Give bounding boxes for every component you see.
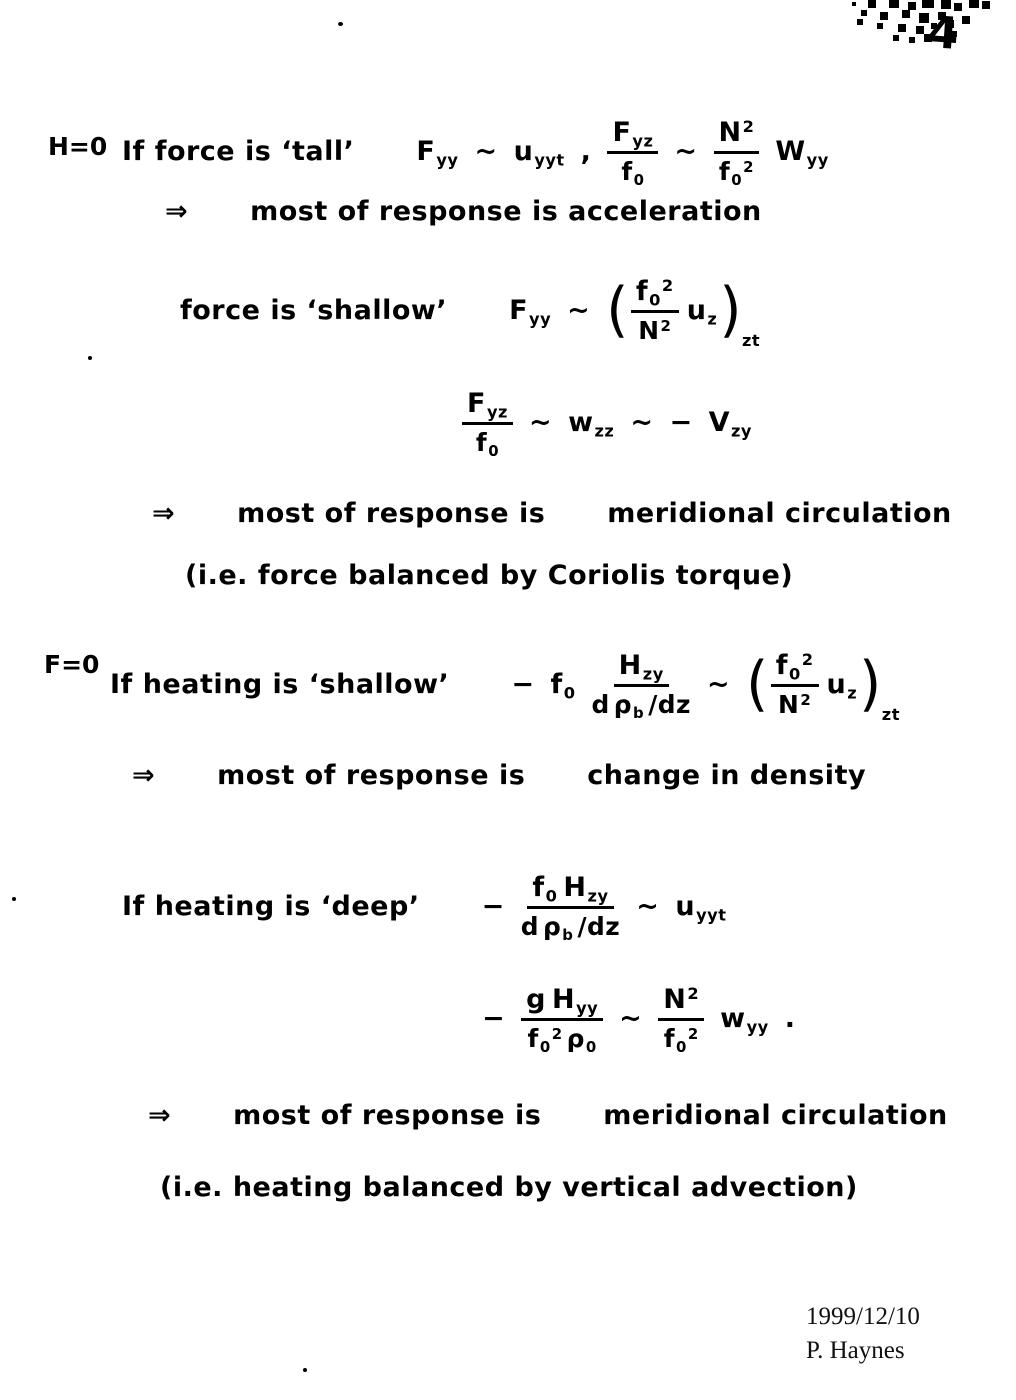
footer-author: P. Haynes bbox=[806, 1337, 905, 1364]
scan-speck bbox=[12, 897, 16, 901]
line-response-acceleration: ⇒ most of response is acceleration bbox=[165, 196, 762, 227]
page-number: 4 bbox=[926, 6, 961, 61]
label-F-equals-0: F=0 bbox=[44, 650, 100, 679]
line-heating-deep: If heating is ‘deep’ − f 0 H zy d ρ b /dz ~ u yyt bbox=[122, 871, 727, 944]
scan-noise bbox=[852, 2, 856, 6]
line-g-hyy-wyy: − g H yy f 0 2 ρ 0 ~ N 2 f 0 2 w yy . bbox=[482, 983, 796, 1056]
line-force-shallow: force is ‘shallow’ F yy ~ ( f 0 2 N 2 u z ) zt bbox=[180, 275, 761, 350]
line-response-meridional-2: ⇒ most of response is meridional circulation bbox=[148, 1100, 948, 1131]
line-heating-shallow: If heating is ‘shallow’ − f 0 H zy d ρ b /dz ~ ( f 0 2 N 2 u z ) zt bbox=[110, 649, 900, 724]
footer-date: 1999/12/10 bbox=[806, 1303, 920, 1330]
line-advection-note: (i.e. heating balanced by vertical advection) bbox=[160, 1172, 858, 1203]
line-force-tall: If force is ‘tall’ F yy ~ u yyt , F yz f 0 ~ N 2 f 0 2 W yy bbox=[122, 116, 829, 189]
scan-speck bbox=[88, 356, 92, 360]
scan-speck bbox=[338, 22, 343, 26]
scan-speck bbox=[303, 1368, 307, 1372]
label-H-equals-0: H=0 bbox=[48, 132, 108, 161]
line-coriolis-note: (i.e. force balanced by Coriolis torque) bbox=[185, 560, 794, 591]
footer bbox=[806, 1300, 920, 1368]
line-response-density: ⇒ most of response is change in density bbox=[132, 760, 867, 791]
line-response-meridional-1: ⇒ most of response is meridional circulation bbox=[152, 498, 952, 529]
line-fyz-wzz-vzy: F yz f 0 ~ w zz ~ − V zy bbox=[462, 376, 752, 468]
